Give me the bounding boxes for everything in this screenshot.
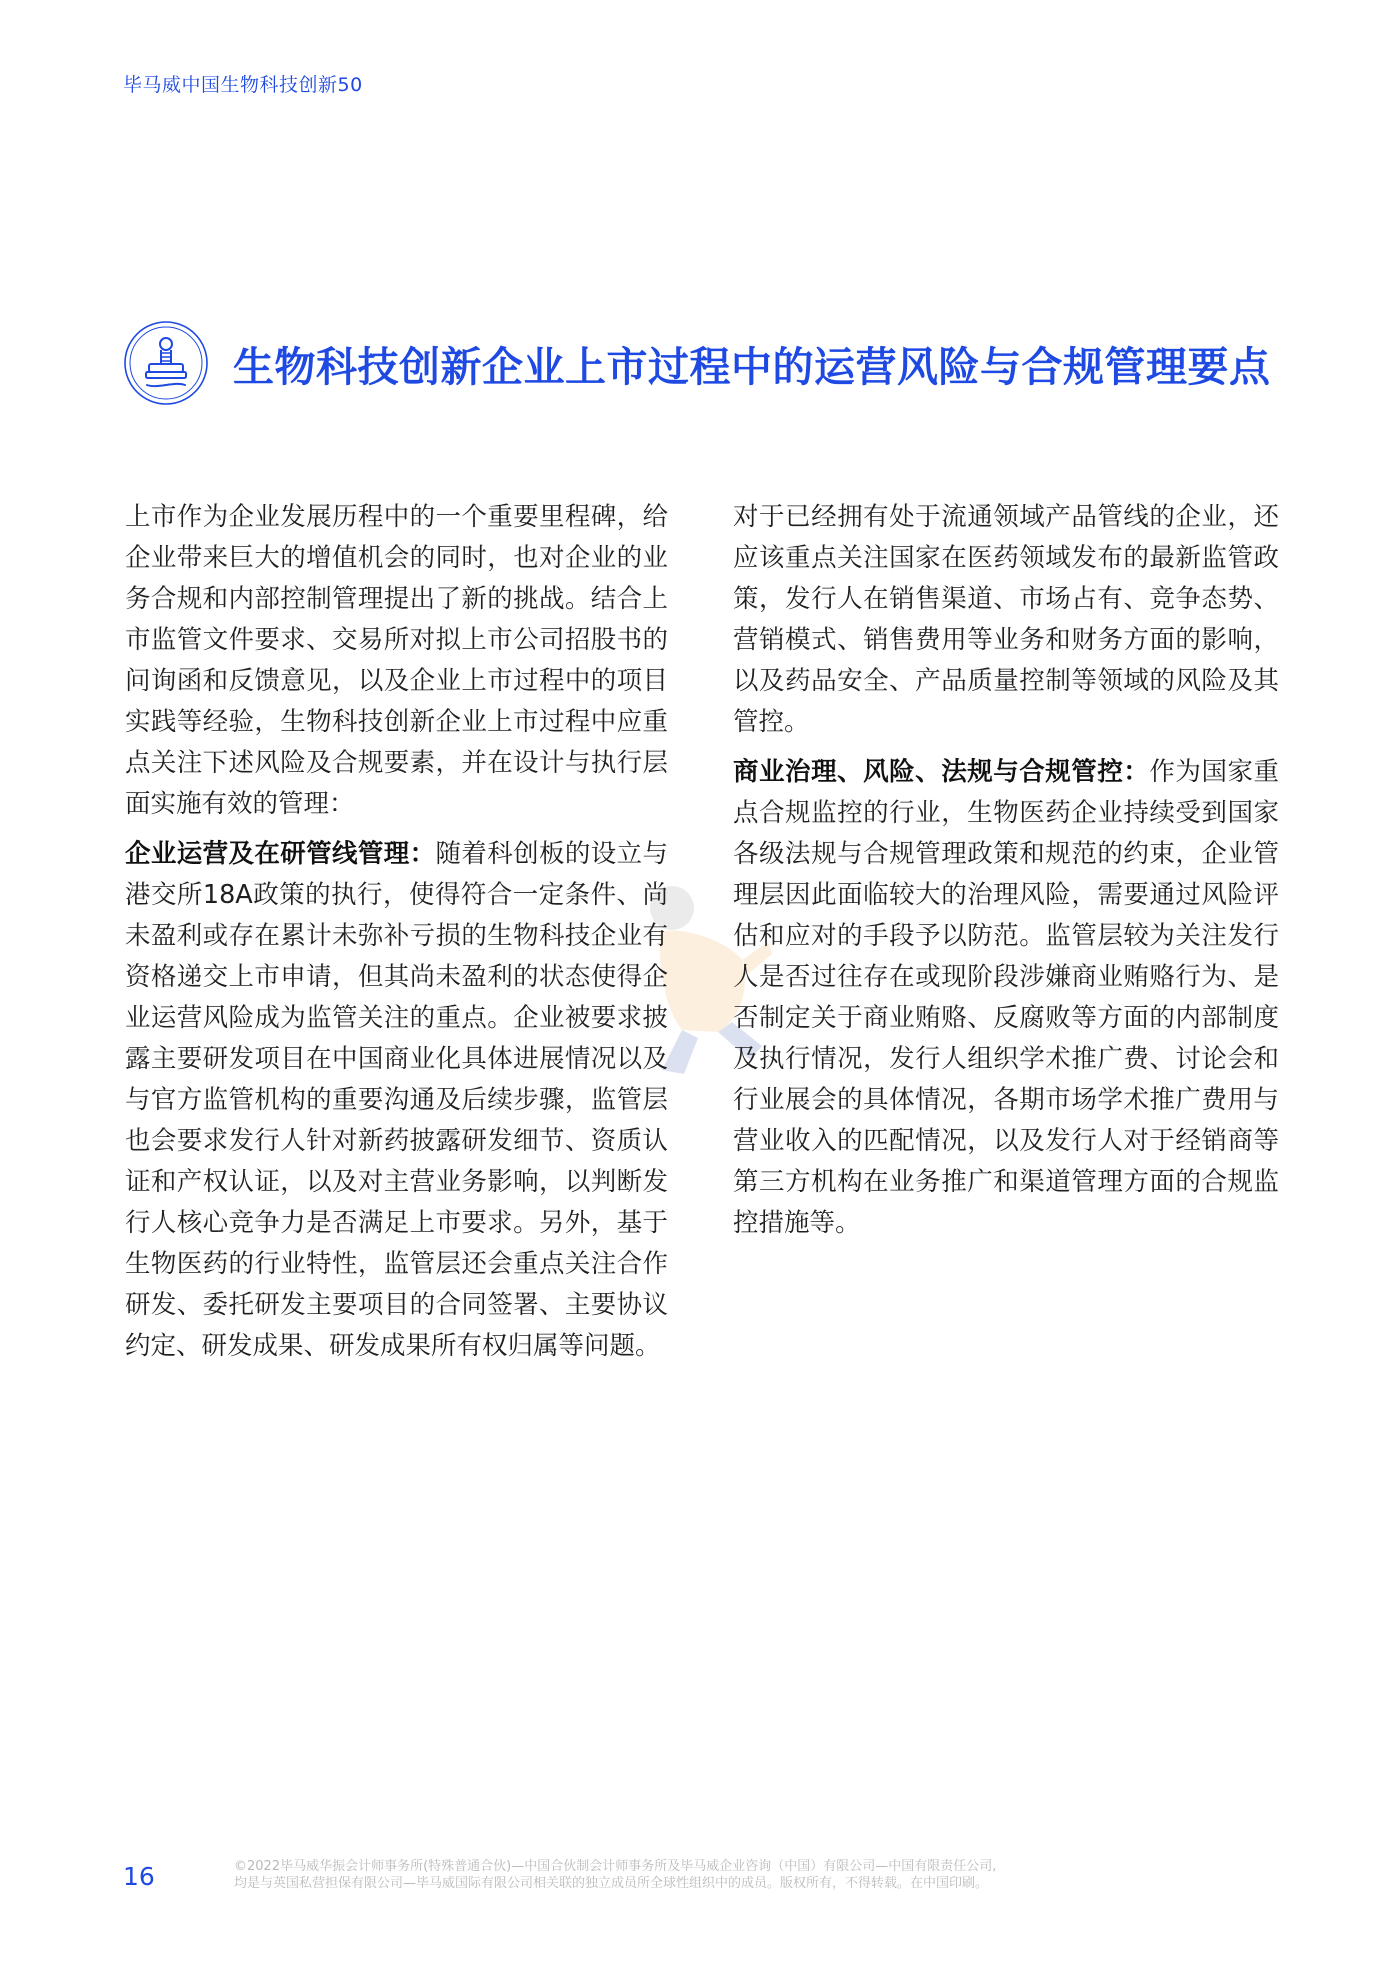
- left-column: [125, 497, 668, 1376]
- right-column: [733, 497, 1279, 1253]
- footer-legal-line-1: ©2022毕马威华振会计师事务所(特殊普通合伙)—中国合伙制会计师事务所及毕马威企业咨询（中国）有限公司—中国有限责任公司,: [234, 1859, 997, 1874]
- footer-legal-line-2: 均是与英国私营担保有限公司—毕马威国际有限公司相关联的独立成员所全球性组织中的成员。版权所有，不得转载。在中国印刷。: [234, 1876, 989, 1891]
- page-title: 生物科技创新企业上市过程中的运营风险与合规管理要点: [233, 342, 1271, 391]
- footer-legal: [234, 1858, 1234, 1892]
- intro-paragraph: 上市作为企业发展历程中的一个重要里程碑，给企业带来巨大的增值机会的同时，也对企业的业务合规和内部控制管理提出了新的挑战。结合上市监管文件要求、交易所对拟上市公司招股书的问询函和反馈意见，以及企业上市过程中的项目实践等经验，生物科技创新企业上市过程中应重点关注下述风险及合规要素，并在设计与执行层面实施有效的管理：: [125, 502, 668, 819]
- governance-heading: 商业治理、风险、法规与合规管控：: [733, 757, 1150, 787]
- governance-paragraph: [733, 752, 1279, 1244]
- pipeline-paragraph: 对于已经拥有处于流通领域产品管线的企业，还应该重点关注国家在医药领域发布的最新监管政策，发行人在销售渠道、市场占有、竞争态势、营销模式、销售费用等业务和财务方面的影响，以及药品安全、产品质量控制等领域的风险及其管控。: [733, 502, 1279, 737]
- operations-paragraph: [125, 834, 668, 1367]
- running-header: 毕马威中国生物科技创新50: [123, 74, 363, 96]
- page-number: 16: [123, 1862, 155, 1891]
- operations-heading: 企业运营及在研管线管理：: [125, 839, 436, 869]
- governance-body: 作为国家重点合规监控的行业，生物医药企业持续受到国家各级法规与合规管理政策和规范的约束，企业管理层因此面临较大的治理风险，需要通过风险评估和应对的手段予以防范。监管层较为关注发行人是否过往存在或现阶段涉嫌商业贿赂行为、是否制定关于商业贿赂、反腐败等方面的内部制度及执行情况，发行人组织学术推广费、讨论会和行业展会的具体情况，各期市场学术推广费用与营业收入的匹配情况，以及发行人对于经销商等第三方机构在业务推广和渠道管理方面的合规监控措施等。: [733, 757, 1279, 1238]
- operations-body: 随着科创板的设立与港交所18A政策的执行，使得符合一定条件、尚未盈利或存在累计未弥补亏损的生物科技企业有资格递交上市申请，但其尚未盈利的状态使得企业运营风险成为监管关注的重点。企业被要求披露主要研发项目在中国商业化具体进展情况以及与官方监管机构的重要沟通及后续步骤，监管层也会要求发行人针对新药披露研发细节、资质认证和产权认证，以及对主营业务影响，以判断发行人核心竞争力是否满足上市要求。另外，基于生物医药的行业特性，监管层还会重点关注合作研发、委托研发主要项目的合同签署、主要协议约定、研发成果、研发成果所有权归属等问题。: [125, 839, 668, 1361]
- stamp-icon: [123, 320, 209, 406]
- section-title-block: [123, 320, 1271, 406]
